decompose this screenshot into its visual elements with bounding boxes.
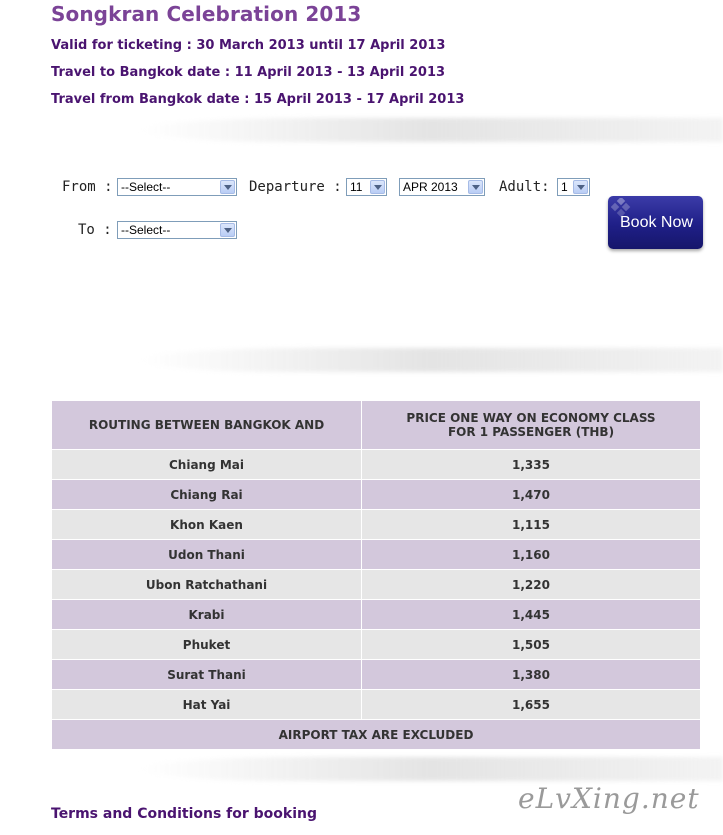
adult-select[interactable]: [557, 178, 590, 196]
city-cell: Surat Thani: [52, 660, 362, 690]
price-cell: 1,335: [362, 450, 701, 480]
table-row: [52, 690, 701, 720]
page-title: Songkran Celebration 2013: [51, 2, 362, 26]
city-cell: Chiang Mai: [52, 450, 362, 480]
to-label: To :: [78, 222, 112, 238]
terms-link[interactable]: Terms and Conditions for booking: [51, 806, 317, 822]
table-row: [52, 510, 701, 540]
fare-table: [51, 400, 701, 750]
travel-to-dates: Travel to Bangkok date : 11 April 2013 - 13 April 2013: [51, 65, 446, 80]
to-select[interactable]: [117, 221, 237, 239]
table-row: [52, 480, 701, 510]
table-row: [52, 570, 701, 600]
column-header-price: [362, 401, 701, 450]
ticketing-validity: Valid for ticketing : 30 March 2013 until 17 April 2013: [51, 38, 446, 53]
city-cell: Phuket: [52, 630, 362, 660]
departure-day-value: 11: [350, 180, 363, 194]
table-row: [52, 540, 701, 570]
price-cell: 1,505: [362, 630, 701, 660]
chevron-down-icon[interactable]: [220, 180, 235, 194]
watermark-logo: eLvXing.net: [518, 782, 700, 815]
adult-label: Adult:: [499, 179, 550, 195]
city-cell: Krabi: [52, 600, 362, 630]
city-cell: Hat Yai: [52, 690, 362, 720]
city-cell: Ubon Ratchathani: [52, 570, 362, 600]
divider-shadow: [140, 348, 723, 372]
city-cell: Chiang Rai: [52, 480, 362, 510]
city-cell: Khon Kaen: [52, 510, 362, 540]
departure-month-select[interactable]: [399, 178, 485, 196]
travel-from-dates: Travel from Bangkok date : 15 April 2013 - 17 April 2013: [51, 92, 465, 107]
column-header-price-line2: FOR 1 PASSENGER (THB): [447, 425, 615, 439]
chevron-down-icon[interactable]: [468, 180, 483, 194]
table-row: [52, 660, 701, 690]
from-select[interactable]: [117, 178, 237, 196]
chevron-down-icon[interactable]: [220, 223, 235, 237]
airport-tax-note: AIRPORT TAX ARE EXCLUDED: [52, 720, 701, 750]
chevron-down-icon[interactable]: [573, 180, 588, 194]
city-cell: Udon Thani: [52, 540, 362, 570]
from-select-value: --Select--: [121, 180, 171, 194]
table-footer-row: [52, 720, 701, 750]
price-cell: 1,470: [362, 480, 701, 510]
book-now-label: Book Now: [620, 214, 693, 231]
from-label: From :: [62, 179, 113, 195]
price-cell: 1,380: [362, 660, 701, 690]
divider-shadow: [140, 118, 723, 142]
adult-select-value: 1: [561, 180, 568, 194]
table-row: [52, 600, 701, 630]
price-cell: 1,160: [362, 540, 701, 570]
column-header-routing: ROUTING BETWEEN BANGKOK AND: [52, 401, 362, 450]
divider-shadow: [140, 757, 723, 781]
table-row: [52, 630, 701, 660]
departure-label: Departure :: [249, 179, 342, 195]
departure-day-select[interactable]: [346, 178, 387, 196]
chevron-down-icon[interactable]: [370, 180, 385, 194]
price-cell: 1,655: [362, 690, 701, 720]
book-now-button[interactable]: [608, 196, 703, 249]
column-header-price-line1: PRICE ONE WAY ON ECONOMY CLASS: [406, 411, 656, 425]
price-cell: 1,445: [362, 600, 701, 630]
price-cell: 1,220: [362, 570, 701, 600]
to-select-value: --Select--: [121, 223, 171, 237]
departure-month-value: APR 2013: [403, 180, 458, 194]
price-cell: 1,115: [362, 510, 701, 540]
table-row: [52, 450, 701, 480]
